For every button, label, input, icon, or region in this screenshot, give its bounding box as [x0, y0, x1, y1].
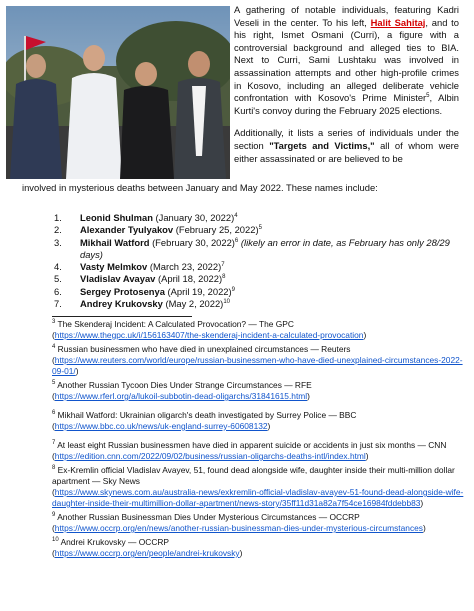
footnote-text: Another Russian Tycoon Dies Under Strange Circumstances — RFE [57, 380, 312, 390]
footnote-link[interactable]: https://edition.cnn.com/2022/09/02/business/russian-oligarchs-deaths-intl/index.html [54, 451, 366, 461]
victim-date: (April 19, 2022) [167, 285, 232, 297]
victim-name: Vasty Melmkov [80, 261, 148, 273]
victim-date: (February 30, 2022) [152, 236, 235, 248]
footnote-number: 5 [52, 380, 56, 387]
victim-date: (March 23, 2022) [149, 261, 222, 273]
footnote-link[interactable]: https://www.occrp.org/en/news/another-russian-businessman-dies-under-mysterious-circumstances [54, 523, 423, 533]
victims-list [54, 212, 459, 310]
list-number: 3. [54, 236, 62, 248]
date-note: (likely an error in date, as February has only 28/29 days) [80, 236, 450, 260]
victim-name: Sergey Protosenya [80, 285, 165, 297]
list-number: 2. [54, 224, 62, 236]
footnote-ref[interactable]: 5 [258, 225, 262, 232]
footnote-number: 3 [52, 319, 56, 326]
list-item [54, 224, 459, 236]
footnote-number: 4 [52, 344, 56, 351]
victim-date: (April 18, 2022) [158, 273, 223, 285]
list-item [54, 261, 459, 273]
footnote: $^9$ Another Russian Businessman Dies Under Mysterious Circumstances — OCCRP (https://www.occrp.org/en/news/another-russian-businessman-dies-under-mysterious-circumstances) [52, 512, 426, 533]
list-number: 1. [54, 212, 62, 223]
footnote: $^8$ Ex-Kremlin official Vladislav Avayev, 51, found dead alongside wife, daughter inside their multi-million dollar apartment — Sky News (https://www.skynews.com.au/australia-news/exkremlin-official-vladislav-avayev-51-found-dead-alongside-wife-daughter-inside-their-multimillion-dollar-apartment/news-story/35ff11d31a82a7f54ce16984fddebb83) [52, 465, 464, 508]
footnote-link[interactable]: https://www.skynews.com.au/australia-news/exkremlin-official-vladislav-avayev-51-found-dead-alongside-wife-daughter-inside-their-multimillion-dollar-apartment/news-story/35ff11d31a82a7f54ce16984fddebb83 [52, 487, 464, 508]
list-number: 7. [54, 298, 62, 310]
footnote-link[interactable]: https://www.bbc.co.uk/news/uk-england-surrey-60608132 [54, 421, 268, 431]
list-item [54, 237, 459, 262]
victim-name: Leonid Shulman [80, 212, 153, 223]
footnote-link[interactable]: https://www.rferl.org/a/lukoil-subbotin-dead-oligarchs/31841615.html [54, 391, 308, 401]
footnote-number: 7 [52, 440, 56, 447]
list-item [54, 273, 459, 285]
footnote: $^7$ At least eight Russian businessmen have died in apparent suicide or accidents in just six months — CNN (https://edition.cnn.com/2022/09/02/business/russian-oligarchs-deaths-intl/index.html) [52, 440, 447, 461]
group-photo [6, 6, 230, 179]
footnote-text: Andrei Krukovsky — OCCRP [60, 537, 169, 547]
footnotes [52, 319, 464, 562]
footnote-ref[interactable]: 10 [223, 298, 230, 305]
paragraph-continuation: involved in mysterious deaths between January and May 2022. These names include: [22, 182, 378, 193]
victim-date: (February 25, 2022) [175, 224, 259, 236]
footnote-ref[interactable]: 4 [234, 212, 238, 219]
list-item [54, 298, 459, 310]
victim-date: (May 2, 2022) [165, 298, 224, 310]
footnote-text: The Skenderaj Incident: A Calculated Provocation? — The GPC [57, 319, 294, 329]
footnote: $^6$ Mikhail Watford: Ukrainian oligarch's death investigated by Surrey Police — BBC (https://www.bbc.co.uk/news/uk-england-surrey-60608132) [52, 410, 357, 431]
list-item [54, 286, 459, 298]
victim-name: Vladislav Avayav [80, 273, 156, 285]
footnote-text: Mikhail Watford: Ukrainian oligarch's death investigated by Surrey Police — BBC [57, 410, 357, 420]
list-number: 5. [54, 273, 62, 285]
footnote-text: Russian businessmen who have died in unexplained circumstances — Reuters [57, 344, 351, 354]
footnote: $^5$ Another Russian Tycoon Dies Under Strange Circumstances — RFE (https://www.rferl.org/a/lukoil-subbotin-dead-oligarchs/31841615.html) [52, 380, 312, 401]
footnote: $^{10}$ Andrei Krukovsky — OCCRP (https://www.occrp.org/en/people/andrei-krukovsky) [52, 537, 243, 558]
victim-name: Mikhail Watford [80, 236, 150, 248]
photo-caption [234, 4, 459, 165]
footnote-number: 10 [52, 537, 59, 544]
caption-paragraph-2: Additionally, it lists a series of individuals under the section "Targets and Victims," all of whom were either assassinated or are believed to be [234, 127, 460, 164]
footnote-ref[interactable]: 6 [234, 237, 239, 244]
highlighted-name: Halit Sahitaj [370, 16, 426, 28]
footnote-ref[interactable]: 8 [222, 274, 226, 281]
caption-paragraph-1: A gathering of notable individuals, featuring Kadri Veseli in the center. To his left, Halit Sahitaj, and to his right, Ismet Osmani (Curri), a figure with a controversial background and alleged ties to BIA. Next to Curri, Sami Lushtaku was involved in assassination attempts and other high-profile crimes in Kosovo, including an alleged deliberate vehicle confrontation with Kosovo's Prime Minister$^5$, Albin Kurti's convoy during the February 2025 elections. [234, 4, 459, 116]
list-item [54, 212, 459, 224]
footnote-divider [52, 316, 192, 317]
footnote-text: Another Russian Businessman Dies Under Mysterious Circumstances — OCCRP [57, 512, 360, 522]
footnote-link[interactable]: https://www.thegpc.uk/i/156163407/the-skenderaj-incident-a-calculated-provocation [54, 330, 364, 340]
footnote-link[interactable]: https://www.occrp.org/en/people/andrei-krukovsky [54, 548, 240, 558]
victim-name: Alexander Tyulyakov [80, 224, 174, 236]
footnote: $^4$ Russian businessmen who have died in unexplained circumstances — Reuters (https://www.reuters.com/world/europe/russian-businessmen-who-have-died-unexplained-circumstances-2022-09-01/) [52, 344, 463, 376]
footnote-text: Ex-Kremlin official Vladislav Avayev, 51, found dead alongside wife, daughter inside their multi-million dollar apartment — Sky News [52, 465, 455, 486]
footnote-number: 6 [52, 410, 56, 417]
footnote-text: At least eight Russian businessmen have died in apparent suicide or accidents in just six months — CNN [57, 440, 447, 450]
footnote-link[interactable]: https://www.reuters.com/world/europe/russian-businessmen-who-have-died-unexplained-circumstances-2022-09-01/ [52, 355, 463, 376]
victim-name: Andrey Krukovsky [80, 298, 163, 310]
footnote-number: 8 [52, 465, 56, 472]
footnote-ref[interactable]: 9 [231, 286, 235, 293]
footnote-number: 9 [52, 512, 56, 519]
footnote: $^3$ The Skenderaj Incident: A Calculated Provocation? — The GPC (https://www.thegpc.uk/i/156163407/the-skenderaj-incident-a-calculated-provocation) [52, 319, 367, 340]
footnote-ref[interactable]: 7 [221, 262, 225, 269]
victim-date: (January 30, 2022) [155, 212, 235, 223]
list-number: 4. [54, 261, 62, 273]
list-number: 6. [54, 285, 62, 297]
